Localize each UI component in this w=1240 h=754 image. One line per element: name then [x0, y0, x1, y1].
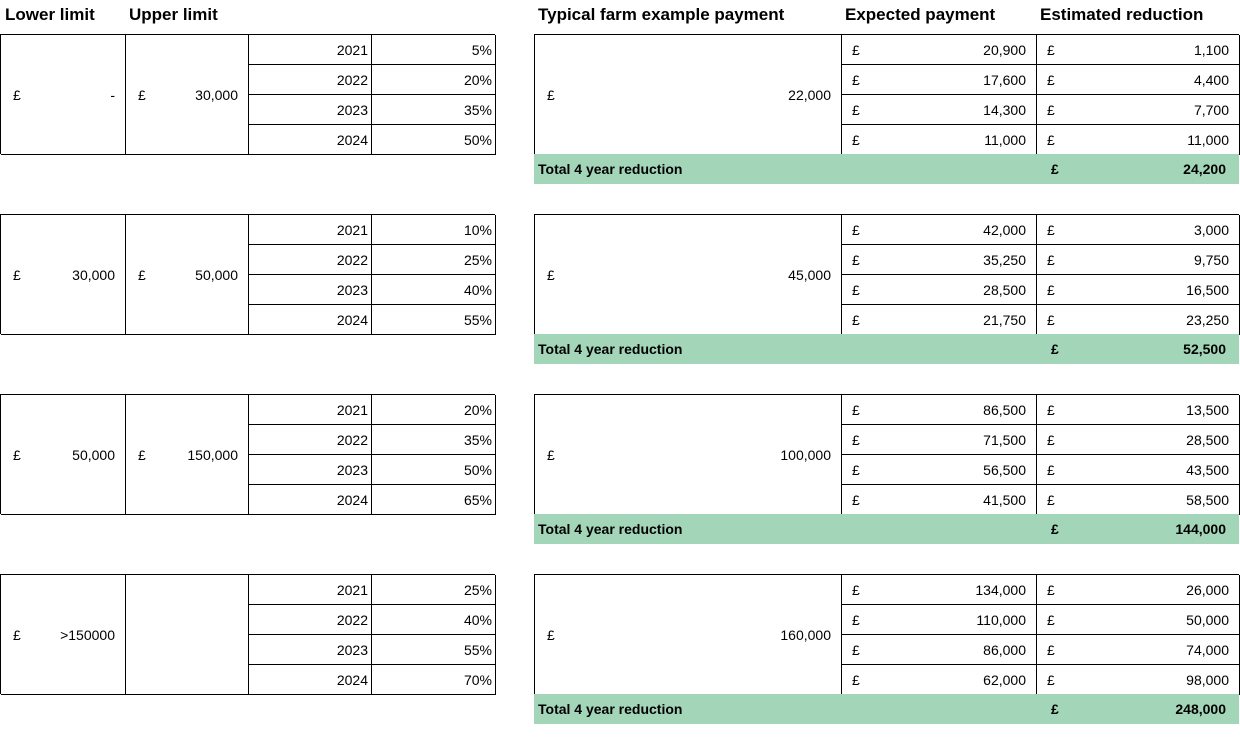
typical-payment-value: 100,000 — [780, 446, 831, 463]
percent-cell: 40% — [372, 275, 496, 305]
percent-cell: 20% — [372, 395, 496, 425]
upper-limit-value: 50,000 — [195, 266, 238, 283]
reduction-cell — [1037, 305, 1240, 335]
year-cell: 2024 — [249, 665, 372, 695]
reduction-cell — [1037, 455, 1240, 485]
reduction-cell — [1037, 35, 1240, 65]
lower-limit-value: - — [110, 86, 115, 103]
expected-payment-cell — [842, 305, 1037, 335]
band-block — [0, 214, 1240, 394]
lower-limit-value: 50,000 — [72, 446, 115, 463]
reduction-value: 16,500 — [1186, 281, 1229, 298]
currency-symbol: £ — [852, 461, 860, 478]
reduction-value: 11,000 — [1187, 131, 1229, 148]
expected-payment-value: 41,500 — [983, 491, 1026, 508]
currency-symbol: £ — [13, 626, 21, 643]
typical-payment-cell — [535, 215, 842, 335]
reduction-cell — [1037, 95, 1240, 125]
currency-symbol: £ — [1047, 101, 1055, 118]
reduction-cell — [1037, 485, 1240, 515]
lower-limit-value: >150000 — [60, 626, 115, 643]
expected-payment-value: 17,600 — [983, 71, 1026, 88]
expected-payment-cell — [842, 485, 1037, 515]
typical-payment-cell — [535, 575, 842, 695]
currency-symbol: £ — [1047, 71, 1055, 88]
percent-cell: 35% — [372, 95, 496, 125]
currency-symbol: £ — [852, 581, 860, 598]
reduction-cell — [1037, 395, 1240, 425]
currency-symbol: £ — [1047, 221, 1055, 238]
currency-symbol: £ — [852, 641, 860, 658]
expected-payment-value: 11,000 — [984, 131, 1026, 148]
currency-symbol: £ — [547, 626, 555, 643]
expected-payment-value: 21,750 — [983, 311, 1026, 328]
band-block — [0, 574, 1240, 754]
reduction-cell — [1037, 605, 1240, 635]
reduction-cell — [1037, 665, 1240, 695]
currency-symbol: £ — [852, 671, 860, 688]
year-cell: 2021 — [249, 395, 372, 425]
year-cell: 2023 — [249, 635, 372, 665]
percent-cell: 50% — [372, 455, 496, 485]
currency-symbol: £ — [13, 446, 21, 463]
currency-symbol: £ — [13, 86, 21, 103]
lower-limit-cell — [1, 575, 126, 695]
percent-cell: 10% — [372, 215, 496, 245]
currency-symbol: £ — [1051, 701, 1059, 717]
currency-symbol: £ — [852, 101, 860, 118]
percent-cell: 55% — [372, 635, 496, 665]
percent-cell: 55% — [372, 305, 496, 335]
expected-payment-cell — [842, 605, 1037, 635]
expected-payment-cell — [842, 275, 1037, 305]
year-cell: 2022 — [249, 65, 372, 95]
year-cell: 2024 — [249, 125, 372, 155]
currency-symbol: £ — [1047, 251, 1055, 268]
typical-payment-cell — [535, 35, 842, 155]
year-cell: 2022 — [249, 425, 372, 455]
currency-symbol: £ — [547, 446, 555, 463]
currency-symbol: £ — [852, 221, 860, 238]
currency-symbol: £ — [852, 251, 860, 268]
upper-limit-cell — [126, 575, 249, 695]
percent-cell: 50% — [372, 125, 496, 155]
expected-payment-value: 86,500 — [983, 401, 1026, 418]
currency-symbol: £ — [1051, 161, 1059, 177]
year-cell: 2024 — [249, 305, 372, 335]
header-expected-payment: Expected payment — [845, 5, 996, 24]
year-cell: 2022 — [249, 245, 372, 275]
year-cell: 2021 — [249, 35, 372, 65]
expected-payment-cell — [842, 35, 1037, 65]
reduction-value: 58,500 — [1186, 491, 1229, 508]
expected-payment-cell — [842, 65, 1037, 95]
lower-limit-cell — [1, 215, 126, 335]
reduction-value: 1,100 — [1193, 41, 1229, 58]
expected-payment-value: 71,500 — [983, 431, 1026, 448]
year-cell: 2023 — [249, 275, 372, 305]
threshold-table — [0, 34, 495, 154]
currency-symbol: £ — [852, 491, 860, 508]
expected-payment-value: 134,000 — [975, 581, 1026, 598]
expected-payment-cell — [842, 215, 1037, 245]
typical-payment-value: 160,000 — [780, 626, 831, 643]
total-reduction-row — [534, 154, 1239, 184]
year-cell: 2023 — [249, 95, 372, 125]
percent-cell: 20% — [372, 65, 496, 95]
expected-payment-value: 35,250 — [983, 251, 1026, 268]
reduction-cell — [1037, 245, 1240, 275]
expected-payment-cell — [842, 635, 1037, 665]
percent-cell: 25% — [372, 245, 496, 275]
currency-symbol: £ — [1047, 431, 1055, 448]
payment-table — [534, 214, 1239, 334]
total-value: 24,200 — [1183, 161, 1226, 177]
reduction-cell — [1037, 275, 1240, 305]
percent-cell: 65% — [372, 485, 496, 515]
reduction-value: 50,000 — [1186, 611, 1229, 628]
expected-payment-cell — [842, 665, 1037, 695]
total-reduction-row — [534, 334, 1239, 364]
expected-payment-value: 62,000 — [983, 671, 1026, 688]
currency-symbol: £ — [1051, 341, 1059, 357]
reduction-value: 7,700 — [1193, 101, 1229, 118]
currency-symbol: £ — [1047, 281, 1055, 298]
percent-cell: 70% — [372, 665, 496, 695]
year-cell: 2022 — [249, 605, 372, 635]
typical-payment-cell — [535, 395, 842, 515]
currency-symbol: £ — [852, 281, 860, 298]
threshold-table — [0, 214, 495, 334]
lower-limit-cell — [1, 35, 126, 155]
currency-symbol: £ — [1051, 521, 1059, 537]
expected-payment-cell — [842, 395, 1037, 425]
header-estimated-reduction: Estimated reduction — [1040, 5, 1204, 24]
reduction-value: 9,750 — [1193, 251, 1229, 268]
upper-limit-cell — [126, 35, 249, 155]
reduction-value: 13,500 — [1186, 401, 1229, 418]
currency-symbol: £ — [852, 41, 860, 58]
currency-symbol: £ — [1047, 461, 1055, 478]
percent-cell: 35% — [372, 425, 496, 455]
expected-payment-cell — [842, 455, 1037, 485]
currency-symbol: £ — [138, 86, 146, 103]
currency-symbol: £ — [1047, 131, 1055, 148]
total-value: 52,500 — [1183, 341, 1226, 357]
reduction-value: 74,000 — [1186, 641, 1229, 658]
reduction-cell — [1037, 65, 1240, 95]
currency-symbol: £ — [138, 446, 146, 463]
currency-symbol: £ — [1047, 641, 1055, 658]
expected-payment-value: 42,000 — [983, 221, 1026, 238]
reduction-cell — [1037, 425, 1240, 455]
reduction-value: 98,000 — [1186, 671, 1229, 688]
currency-symbol: £ — [852, 131, 860, 148]
currency-symbol: £ — [547, 266, 555, 283]
band-block — [0, 34, 1240, 214]
percent-cell: 40% — [372, 605, 496, 635]
reduction-value: 26,000 — [1186, 581, 1229, 598]
payment-table — [534, 394, 1239, 514]
currency-symbol: £ — [1047, 611, 1055, 628]
expected-payment-cell — [842, 125, 1037, 155]
total-label: Total 4 year reduction — [538, 701, 683, 717]
currency-symbol: £ — [1047, 311, 1055, 328]
total-label: Total 4 year reduction — [538, 161, 683, 177]
currency-symbol: £ — [852, 611, 860, 628]
year-cell: 2023 — [249, 455, 372, 485]
header-typical-payment: Typical farm example payment — [538, 5, 785, 24]
upper-limit-value: 30,000 — [195, 86, 238, 103]
threshold-table — [0, 394, 495, 514]
payment-table — [534, 34, 1239, 154]
reduction-value: 28,500 — [1186, 431, 1229, 448]
total-reduction-row — [534, 514, 1239, 544]
upper-limit-cell — [126, 395, 249, 515]
reduction-cell — [1037, 575, 1240, 605]
reduction-cell — [1037, 215, 1240, 245]
typical-payment-value: 22,000 — [788, 86, 831, 103]
total-label: Total 4 year reduction — [538, 341, 683, 357]
currency-symbol: £ — [1047, 581, 1055, 598]
header-lower-limit: Lower limit — [5, 5, 95, 24]
currency-symbol: £ — [1047, 401, 1055, 418]
reduction-value: 3,000 — [1193, 221, 1229, 238]
threshold-table — [0, 574, 495, 694]
currency-symbol: £ — [1047, 41, 1055, 58]
percent-cell: 5% — [372, 35, 496, 65]
upper-limit-value: 150,000 — [187, 446, 238, 463]
lower-limit-value: 30,000 — [72, 266, 115, 283]
percent-cell: 25% — [372, 575, 496, 605]
header-upper-limit: Upper limit — [129, 5, 218, 24]
currency-symbol: £ — [852, 311, 860, 328]
total-value: 144,000 — [1175, 521, 1226, 537]
year-cell: 2021 — [249, 575, 372, 605]
expected-payment-cell — [842, 425, 1037, 455]
currency-symbol: £ — [13, 266, 21, 283]
reduction-value: 4,400 — [1193, 71, 1229, 88]
band-block — [0, 394, 1240, 574]
total-reduction-row — [534, 694, 1239, 724]
expected-payment-value: 20,900 — [983, 41, 1026, 58]
currency-symbol: £ — [852, 431, 860, 448]
currency-symbol: £ — [547, 86, 555, 103]
year-cell: 2024 — [249, 485, 372, 515]
upper-limit-cell — [126, 215, 249, 335]
reduction-value: 23,250 — [1186, 311, 1229, 328]
total-value: 248,000 — [1175, 701, 1226, 717]
currency-symbol: £ — [852, 71, 860, 88]
expected-payment-value: 110,000 — [976, 611, 1026, 628]
currency-symbol: £ — [1047, 671, 1055, 688]
expected-payment-value: 28,500 — [983, 281, 1026, 298]
expected-payment-value: 86,000 — [983, 641, 1026, 658]
reduction-cell — [1037, 125, 1240, 155]
expected-payment-cell — [842, 95, 1037, 125]
expected-payment-cell — [842, 575, 1037, 605]
currency-symbol: £ — [852, 401, 860, 418]
expected-payment-cell — [842, 245, 1037, 275]
payment-table — [534, 574, 1239, 694]
reduction-value: 43,500 — [1186, 461, 1229, 478]
typical-payment-value: 45,000 — [788, 266, 831, 283]
expected-payment-value: 14,300 — [983, 101, 1026, 118]
lower-limit-cell — [1, 395, 126, 515]
total-label: Total 4 year reduction — [538, 521, 683, 537]
reduction-cell — [1037, 635, 1240, 665]
year-cell: 2021 — [249, 215, 372, 245]
currency-symbol: £ — [1047, 491, 1055, 508]
currency-symbol: £ — [138, 266, 146, 283]
expected-payment-value: 56,500 — [983, 461, 1026, 478]
